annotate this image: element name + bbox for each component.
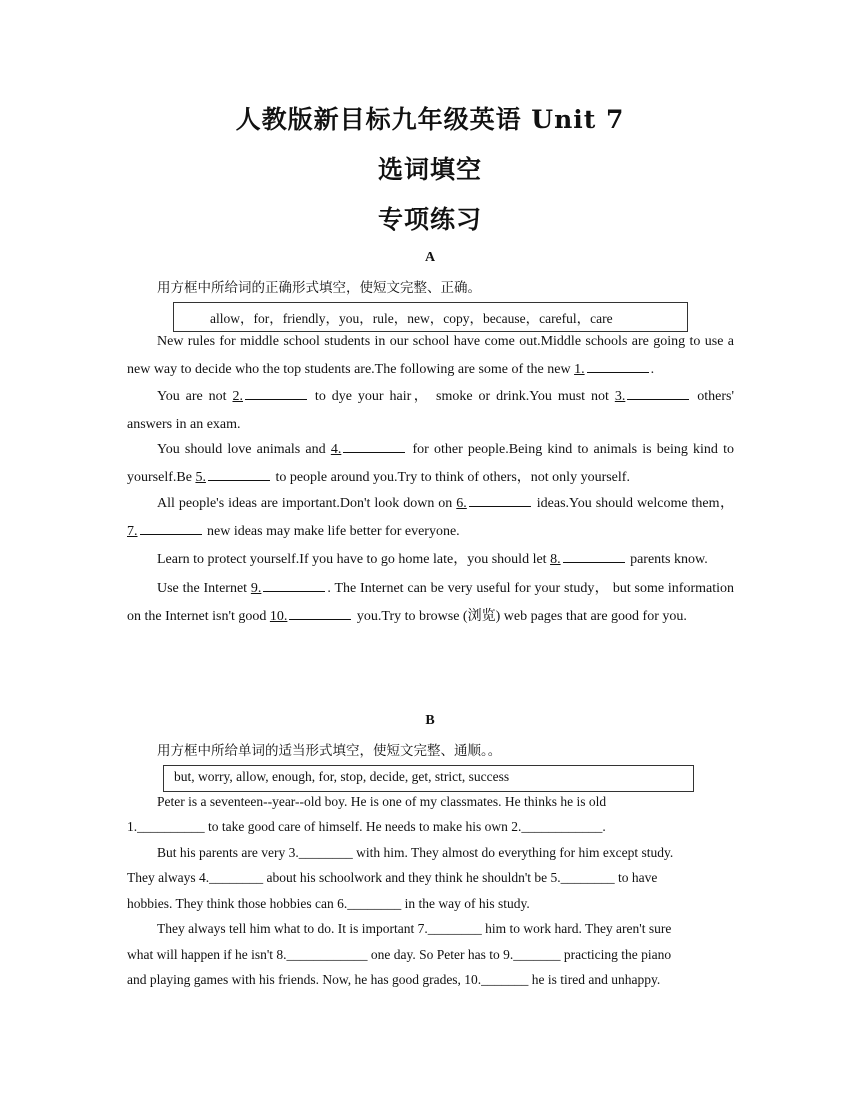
blank-number-10: 10. (269, 609, 288, 624)
section-b-line: They always tell him what to do. It is important 7.________ him to work hard. They aren't sure (157, 921, 672, 936)
section-a-paragraph-4 (127, 490, 734, 546)
section-a-paragraph-2 (127, 383, 734, 439)
answer-blank-5[interactable] (208, 466, 270, 481)
paragraph-text: you.Try to browse (浏览) web pages that are good for you. (353, 609, 687, 624)
paragraph-text: Learn to protect yourself.If you have to go home late，you should let (157, 552, 551, 567)
blank-number-4: 4. (330, 442, 342, 457)
answer-blank-1[interactable] (587, 358, 649, 373)
section-a-paragraph-5 (127, 546, 734, 574)
section-b-line: But his parents are very 3.________ with him. They almost do everything for him except study. (157, 845, 674, 860)
section-a-label: A (424, 250, 436, 265)
blank-number-7: 7. (127, 524, 138, 539)
paragraph-text: others' answers in an exam. (127, 389, 734, 432)
blank-number-2: 2. (232, 389, 243, 404)
section-b-word-list: but, worry, allow, enough, for, stop, decide, get, strict, success (174, 769, 510, 784)
blank-number-6: 6. (456, 496, 467, 511)
answer-blank-10[interactable] (289, 605, 351, 620)
section-a-paragraph-3 (127, 436, 734, 492)
section-a-instruction: 用方框中所给词的正确形式填空，使短文完整、正确。 (157, 280, 481, 296)
paragraph-text: new ideas may make life better for everyone. (203, 524, 460, 539)
title-line-1: 人教版新目标九年级英语 Unit 7 (235, 105, 625, 134)
paragraph-text: ideas.You should welcome them， (532, 496, 734, 511)
blank-number-9: 9. (250, 581, 262, 596)
paragraph-text: . (650, 362, 655, 377)
section-b-line: what will happen if he isn't 8.____________ one day. So Peter has to 9._______ practicing the piano (127, 947, 672, 962)
section-b-line: Peter is a seventeen--year--old boy. He is one of my classmates. He thinks he is old (157, 794, 607, 809)
paragraph-text: New rules for middle school students in our school have come out.Middle schools are going to use a new way to decide who the top students are.The following are some of the new (127, 334, 734, 377)
title-line-2: 选词填空 (377, 155, 482, 184)
blank-number-3: 3. (614, 389, 626, 404)
paragraph-text: parents know. (626, 552, 708, 567)
section-a-paragraph-6 (127, 575, 734, 631)
answer-blank-7[interactable] (140, 520, 202, 535)
section-b-line: 1.__________ to take good care of himself. He needs to make his own 2.____________. (127, 819, 606, 834)
blank-number-8: 8. (550, 552, 561, 567)
paragraph-text: All people's ideas are important.Don't look down on (157, 496, 457, 511)
blank-number-1: 1. (574, 362, 585, 377)
title-line-3: 专项练习 (377, 205, 482, 234)
paragraph-text: . The Internet can be very useful for your study， but some information on the Internet isn't good (127, 581, 734, 624)
paragraph-text: to people around you.Try to think of others，not only yourself. (271, 470, 630, 485)
section-b-instruction: 用方框中所给单词的适当形式填空，使短文完整、通顺。。 (157, 743, 502, 759)
paragraph-text: Use the Internet (157, 581, 251, 596)
answer-blank-4[interactable] (343, 438, 405, 453)
paragraph-text: for other people.Being kind to animals is being kind to yourself.Be (127, 442, 734, 485)
paragraph-text: to dye your hair， smoke or drink.You must not (309, 389, 615, 404)
section-a-paragraph-1 (127, 328, 734, 384)
answer-blank-3[interactable] (627, 385, 689, 400)
section-a-word-list: allow，for，friendly，you，rule，new，copy，because，careful，care (210, 311, 613, 326)
paragraph-text: You are not (157, 389, 233, 404)
section-b-line: They always 4.________ about his schoolwork and they think he shouldn't be 5.________ to have (127, 870, 658, 885)
blank-number-5: 5. (195, 470, 206, 485)
answer-blank-9[interactable] (263, 577, 325, 592)
answer-blank-8[interactable] (563, 548, 625, 563)
answer-blank-2[interactable] (245, 385, 307, 400)
section-b-line: and playing games with his friends. Now, he has good grades, 10._______ he is tired and unhappy. (127, 972, 661, 987)
section-b-word-box (163, 765, 694, 792)
paragraph-text: You should love animals and (157, 442, 331, 457)
section-b-line: hobbies. They think those hobbies can 6.________ in the way of his study. (127, 896, 530, 911)
answer-blank-6[interactable] (469, 492, 531, 507)
section-b-label: B (425, 713, 435, 728)
